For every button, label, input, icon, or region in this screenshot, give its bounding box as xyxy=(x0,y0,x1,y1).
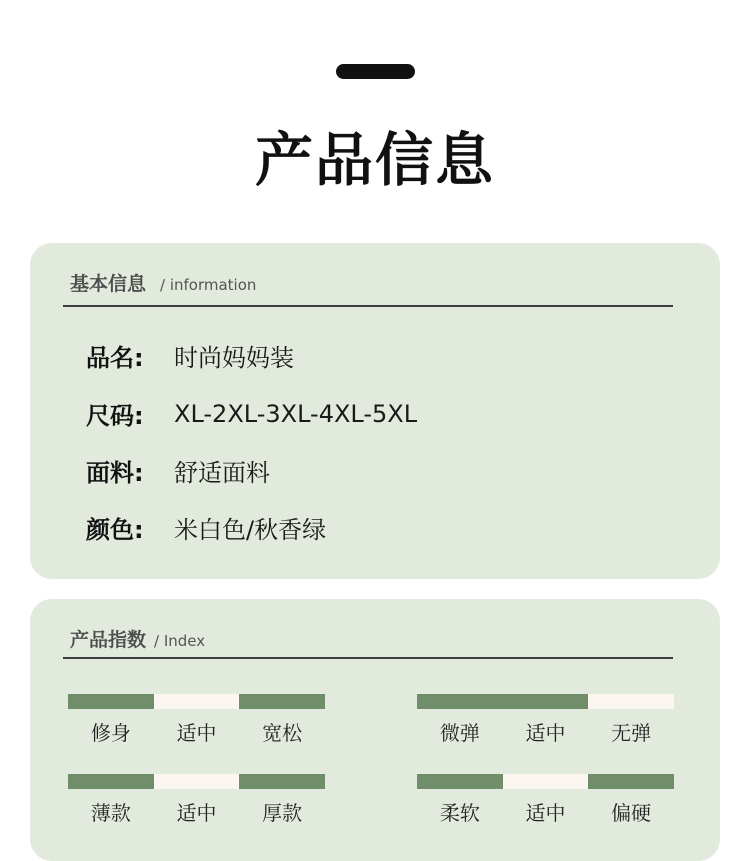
scale-segment xyxy=(588,694,674,709)
scale-segment xyxy=(239,694,325,709)
elasticity-scale-labels xyxy=(417,717,674,746)
basic-info-card xyxy=(30,243,720,579)
thickness-scale-bar xyxy=(68,774,325,789)
product-index-header xyxy=(70,625,205,652)
scale-segment xyxy=(417,774,503,789)
basic-info-title: 基本信息 xyxy=(70,273,147,295)
info-row-size xyxy=(86,396,417,431)
scale-label: 薄款 xyxy=(90,801,131,825)
info-key: 面料: xyxy=(86,459,144,487)
info-key: 品名: xyxy=(86,344,144,372)
thickness-scale xyxy=(68,774,325,826)
scale-label: 微弹 xyxy=(439,721,480,745)
info-key: 尺码: xyxy=(86,402,144,430)
info-value: 米白色/秋香绿 xyxy=(174,516,327,544)
softness-scale-labels xyxy=(417,797,674,826)
info-value: 时尚妈妈装 xyxy=(174,344,294,372)
scale-segment xyxy=(239,774,325,789)
scale-label: 适中 xyxy=(176,801,217,825)
scale-label: 适中 xyxy=(525,721,566,745)
elasticity-scale xyxy=(417,694,674,746)
scale-segment xyxy=(588,774,674,789)
scale-label: 厚款 xyxy=(262,801,303,825)
title-accent-bar xyxy=(336,64,415,79)
elasticity-scale-bar xyxy=(417,694,674,709)
info-row-color xyxy=(86,510,326,545)
scale-label: 适中 xyxy=(525,801,566,825)
info-value: 舒适面料 xyxy=(174,459,270,487)
scale-segment xyxy=(154,694,240,709)
softness-scale xyxy=(417,774,674,826)
fit-scale xyxy=(68,694,325,746)
product-index-card xyxy=(30,599,720,861)
fit-scale-bar xyxy=(68,694,325,709)
info-row-fabric xyxy=(86,453,270,488)
scale-segment xyxy=(503,694,589,709)
product-index-divider xyxy=(63,657,673,659)
product-index-title: 产品指数 xyxy=(70,629,147,651)
scale-segment xyxy=(503,774,589,789)
scale-label: 偏硬 xyxy=(611,801,652,825)
thickness-scale-labels xyxy=(68,797,325,826)
basic-info-divider xyxy=(63,305,673,307)
scale-label: 宽松 xyxy=(262,721,303,745)
scale-segment xyxy=(154,774,240,789)
info-row-name xyxy=(86,338,294,373)
scale-label: 无弹 xyxy=(611,721,652,745)
scale-label: 柔软 xyxy=(439,801,480,825)
scale-segment xyxy=(68,774,154,789)
product-index-subtitle: / Index xyxy=(154,632,206,650)
basic-info-subtitle: / information xyxy=(160,276,257,294)
scale-label: 修身 xyxy=(90,721,131,745)
scale-label: 适中 xyxy=(176,721,217,745)
fit-scale-labels xyxy=(68,717,325,746)
softness-scale-bar xyxy=(417,774,674,789)
page-title: 产品信息 xyxy=(254,126,495,194)
info-key: 颜色: xyxy=(86,516,144,544)
info-value: XL-2XL-3XL-4XL-5XL xyxy=(174,399,418,428)
scale-segment xyxy=(417,694,503,709)
basic-info-header xyxy=(70,269,256,296)
scale-segment xyxy=(68,694,154,709)
